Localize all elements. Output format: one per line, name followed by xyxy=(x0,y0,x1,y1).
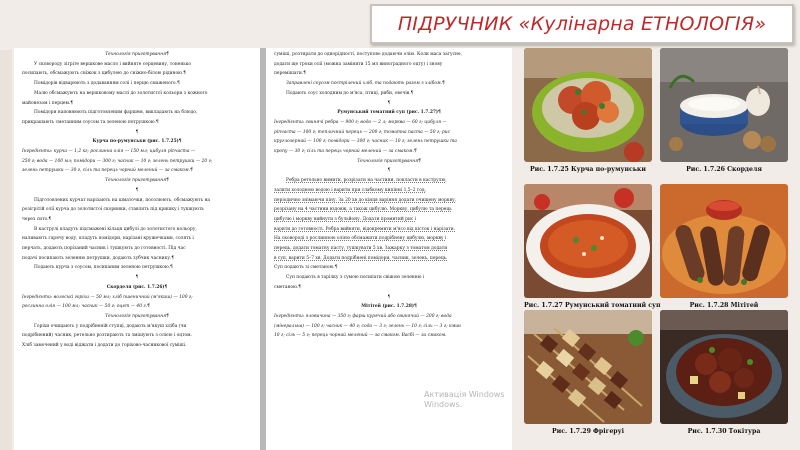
document-text-line: Курча по-румунськи (рис. 1.7.25)¶ xyxy=(92,139,182,145)
document-text-line: сметаною.¶ xyxy=(274,284,302,290)
document-text-line: Помідори наповнюють підготовленим фаршем, викладають на блюдо, xyxy=(34,110,198,116)
document-text-line: ¶ xyxy=(135,275,139,281)
document-text-line: зелень петрушки — 30 г, сіль та перець чорний мелений — за смаком.¶ xyxy=(22,168,193,174)
watermark-line: Windows. xyxy=(424,400,463,409)
document-text-line: Горіхи очищають у подрібненій ступці, додають м'якуш хліба (чи xyxy=(34,323,187,329)
photo-caption: Рис. 1.7.25 Курча по-румунськи xyxy=(529,166,646,173)
document-text-line: періодично знімаючи піну. За 20 хв до кінця варіння додати очищену моркву, xyxy=(274,197,457,203)
document-text-line: розігрітій олії курча до золотистої скоринки, ставлять під кришку і тушкують xyxy=(22,207,204,213)
document-text-line: Малю обсмажують на вершковому маслі до золотистої кольори з кожного xyxy=(34,90,208,96)
document-text-line: Інгредієнти: яловичина — 350 г; фарш курячий або свинячий — 200 г; вода xyxy=(274,313,452,319)
document-text-line: залити холодною водою і варити при слабкому кипінні 1,5–2 год, xyxy=(274,187,426,193)
document-text-line: перець, додати томатну пасту, тушкувати 5 хв. Зажарку з томатом додати xyxy=(274,246,448,252)
document-text-line: суміші, розтирати до однорідності, поступово додаючи олію. Коли маса загусне, xyxy=(274,52,462,57)
photo-caption: Рис. 1.7.30 Токітура xyxy=(687,428,761,435)
document-text-line: Технологія приготування¶ xyxy=(105,178,169,184)
photo-caption: Рис. 1.7.29 Фрігеруі xyxy=(552,428,624,435)
document-text-line: Інгредієнти: свинячі ребра — 900 г; вода — 2 л; морква — 60 г; цибуля — xyxy=(274,119,447,125)
document-page-left xyxy=(14,48,260,450)
document-text-line: 250 г; вода — 100 мл; помідори — 300 г; часник — 10 г; зелень петрушки — 20 г; xyxy=(22,158,213,164)
document-text-line: Заправлені соусом пострілений хліб, та подають разом з хлібом.¶ xyxy=(286,81,445,87)
document-text-line: Румунський томатний суп (рис. 1.7.27)¶ xyxy=(337,110,441,116)
document-text-line: Скорделя (рис. 1.7.26)¶ xyxy=(106,284,168,290)
document-text-line: Технологія приготування¶ xyxy=(105,52,169,57)
document-text-line: Суп подають в тарілку з сумою посипати свіжою зеленню і xyxy=(286,275,425,281)
document-text-line: посипають, обсмажують сніжок з цибулею до сніжно-білою рідиною.¶ xyxy=(22,71,187,77)
document-text-line: ¶ xyxy=(387,294,391,300)
document-text-line: Мітітей (рис. 1.7.28)¶ xyxy=(361,304,417,310)
document-text-line: цибулю і моркву вийнути з бульйону. Додати промитий рис і xyxy=(274,216,417,222)
document-text-line: кропу — 30 г; сіль та перець чорний мелений — за смаком.¶ xyxy=(274,149,417,155)
photo-caption: Рис. 1.7.28 Мітітей xyxy=(689,302,759,309)
chicken-stew-dish-icon xyxy=(524,48,652,162)
document-text-line: ¶ xyxy=(135,129,139,135)
document-text-line: майонезом і перцем.¶ xyxy=(22,100,74,106)
photo-cell xyxy=(524,48,652,173)
meat-stew-bowl-icon xyxy=(660,310,788,424)
document-text-line: круглозерний — 100 г; помідори — 300 г; часник — 10 г; зелень петрушки та xyxy=(274,139,457,145)
slide-left-edge xyxy=(0,50,12,450)
document-text-line: Підготовлених курчат нарізають на шматочки, посолюють, обсмажують на xyxy=(34,197,211,203)
photo-cell xyxy=(660,310,788,435)
document-text-line: 10 г; сіль — 5 г; перець чорний мелений — за смаком. Васбі — за смаком. xyxy=(274,333,447,339)
photo-cell xyxy=(524,184,661,309)
grilled-sausages-icon xyxy=(660,184,788,298)
document-text-line: ріпчаста — 100 г; тепличний перець — 200 г; томатна паста — 50 г; рис xyxy=(274,129,451,135)
document-text-line: наливають гарячу воду, кладуть помідори, нарізані кружечками, солять і xyxy=(22,236,194,242)
document-text-line: через сито.¶ xyxy=(22,216,52,222)
walnut-garlic-sauce-icon xyxy=(660,48,788,162)
document-text-line: в суп, варити 5–7 хв. Додати подрібнені помідори, часник, зелень, перець. xyxy=(274,255,448,261)
document-text-line: Технологія приготування¶ xyxy=(105,313,169,319)
photo-caption: Рис. 1.7.26 Скорделя xyxy=(686,166,762,173)
watermark-line: Активація Windows xyxy=(424,390,505,399)
document-text-line: На сковороді з рослинною олією обсмажити подрібнену цибулю, моркву і xyxy=(274,236,447,242)
document-text-line: подачі посипають зеленню петрушки, додають зубчик часнику.¶ xyxy=(22,255,175,261)
document-text-line: Подають курча з соусом, посипаним зеленою петрушкою.¶ xyxy=(34,265,173,271)
document-text-line: Подають соус холодним до м'яса, птиці, риби, овочів.¶ xyxy=(286,90,414,96)
document-text-line: ¶ xyxy=(135,187,139,193)
photo-cell xyxy=(524,310,652,435)
tomato-soup-bowl-icon xyxy=(524,184,652,298)
document-text-line: Помідорів відварюють з додаванням солі і перцю смаженого.¶ xyxy=(34,81,180,87)
document-text-line: У сковороду зігріте вершкове масло і вийняте серцевину, тоненько xyxy=(34,61,192,67)
document-text-line: варити до готовності. Ребра вийняти, відокремити м'ясо від кісток і нарізати. xyxy=(274,226,456,232)
document-text-line: перчать, додають порізаний часник і тушкують до готовності. Під час xyxy=(22,246,186,252)
meat-skewers-icon xyxy=(524,310,652,424)
document-text-line: В каструлі кладуть підсмажені кільця цибулі до золотистого кольору, xyxy=(34,226,197,232)
photo-grid xyxy=(524,48,794,450)
document-text-line: Суп подають зі сметаною.¶ xyxy=(274,265,338,271)
title-banner xyxy=(370,4,794,44)
document-text-line: розрізану на 4 частини вздовж, а також цибулю. Моркву, цибулю та перець xyxy=(274,207,452,213)
document-text-line: рослинна олія — 100 мл; часник — 50 г; оцет — 40 г.¶ xyxy=(22,304,150,310)
windows-activation-watermark xyxy=(424,390,505,410)
photo-cell xyxy=(660,48,788,173)
document-text-line: Хліб замочений у воді віджати і додати до горіхово-часникової суміші. xyxy=(22,343,187,349)
document-text-line: (мінеральна) — 100 г; часник — 40 г; сода — 3 г; зелень — 10 г; сіль — 3 г; кмин xyxy=(274,323,461,329)
slide-title: ПІДРУЧНИК «Кулінарна ЕТНОЛОГІЯ» xyxy=(397,13,767,35)
document-text-line: Технологія приготування¶ xyxy=(357,158,421,164)
document-text-line: Інгредієнти: волоські горіхи — 50 мл; хліб пшеничний (м'якиш) — 100 г; xyxy=(22,294,193,300)
document-text-line: прикрашають сметанним соусом та зеленою петрушкою.¶ xyxy=(22,119,159,125)
document-text-line: Інгредієнти: курча — 1,2 кг; рослинна олія — 150 мл; цибуля ріпчаста — xyxy=(22,149,196,155)
document-text-line: Ребра ретельно вимити, розрізати на частини, покласти в каструлю, xyxy=(286,178,447,184)
document-text-line: додати ще трохи олії (можна замінити 15 мл виноградного оцту) і знову xyxy=(274,61,443,67)
document-text-line: ¶ xyxy=(387,168,391,174)
document-text-line: перемішати.¶ xyxy=(274,71,306,77)
photo-cell xyxy=(660,184,788,309)
photo-caption: Рис. 1.7.27 Румунський томатний суп xyxy=(524,302,661,309)
document-text-line: ¶ xyxy=(387,100,391,106)
document-text-line: подрібнений) часник, ретельно розтирають та змішують з олією і оцтом. xyxy=(22,333,192,339)
